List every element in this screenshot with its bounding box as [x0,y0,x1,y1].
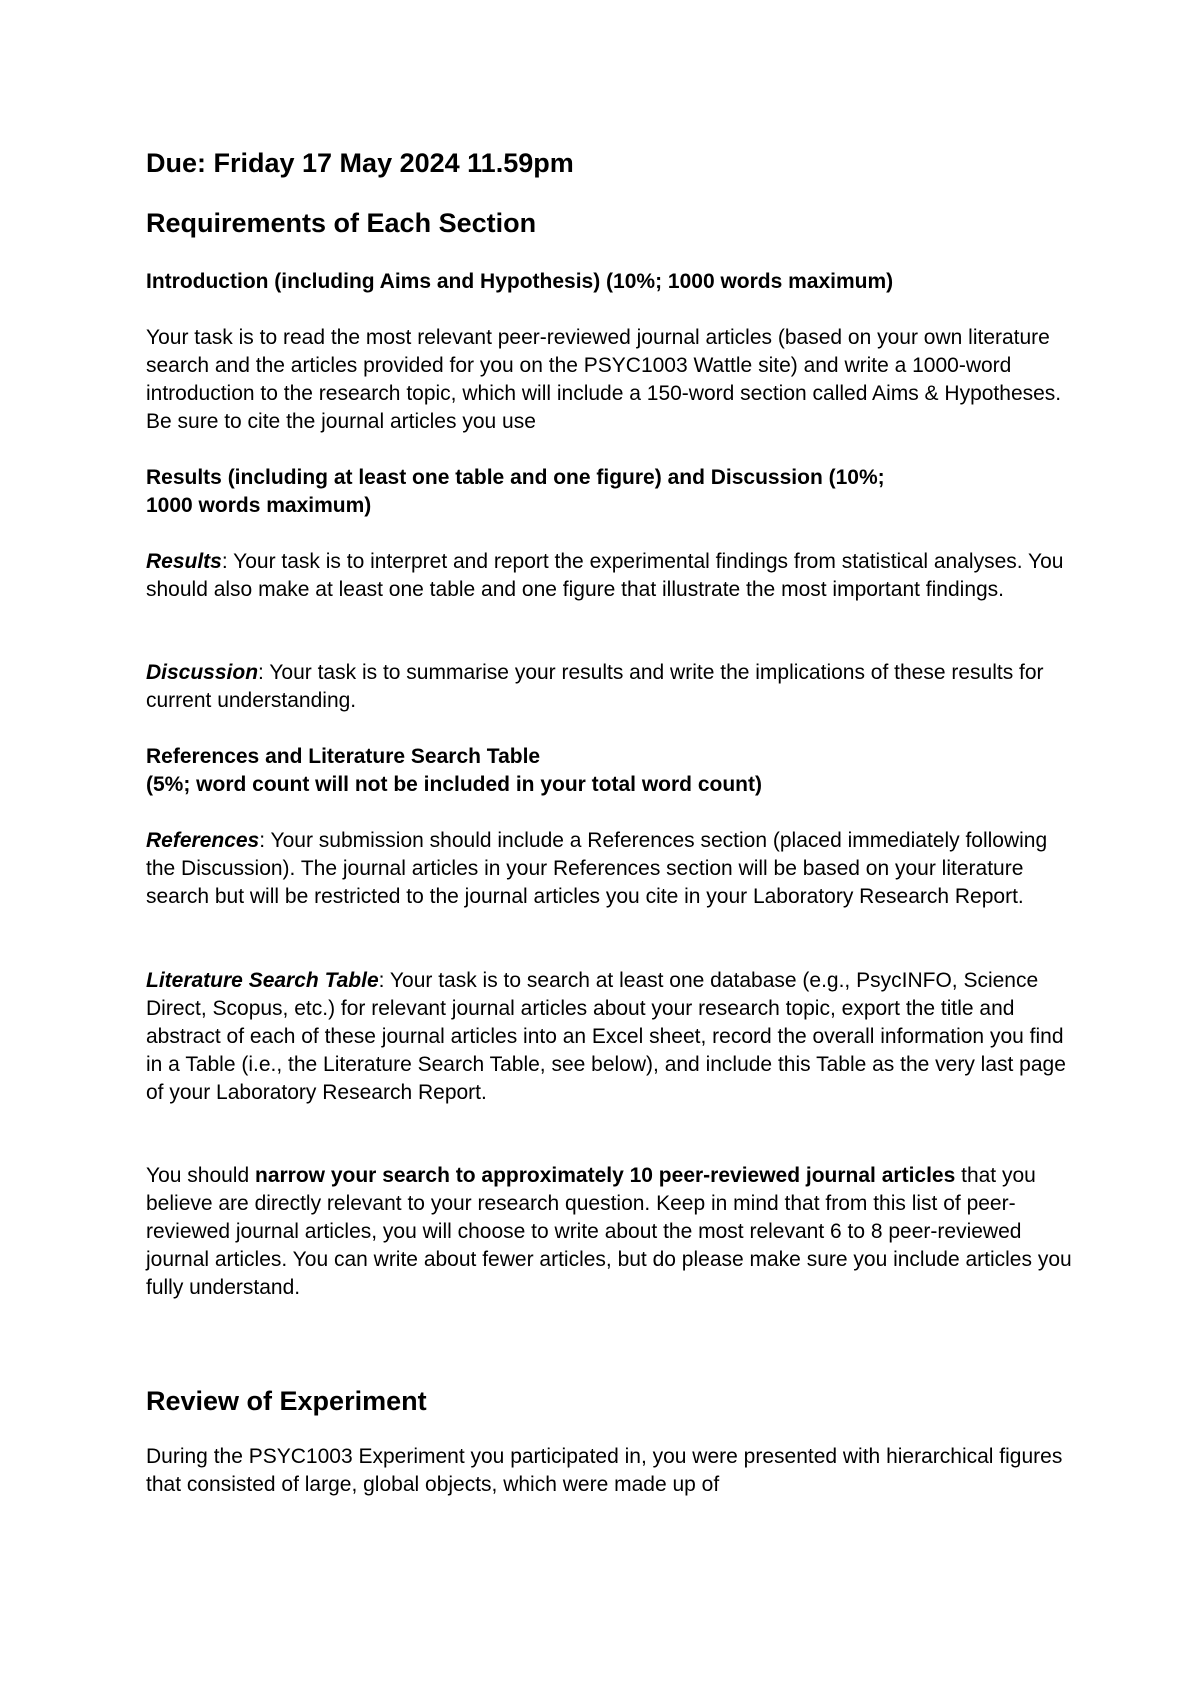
references-label: References [146,829,260,852]
introduction-heading: Introduction (including Aims and Hypothesis) (10%; 1000 words maximum) [146,270,894,293]
results-discussion-heading [146,464,1076,520]
references-paragraph [146,827,1076,911]
literature-search-paragraph [146,967,1076,1107]
narrow-search-paragraph [146,1162,1076,1302]
due-date: Due: Friday 17 May 2024 11.59pm [146,148,574,178]
narrow-search-post: that you believe are directly relevant to your research question. Keep in mind that from this list of peer-reviewed journal articles, you will choose to write about the most relevant 6 to 8 peer-reviewed journal articles. You can write about fewer articles, but do please make sure you include articles you fully understand. [146,1164,1072,1299]
discussion-body: : Your task is to summarise your results and write the implications of these results for current understanding. [146,661,1044,712]
review-heading: Review of Experiment [146,1386,427,1416]
references-heading-line2: (5%; word count will not be included in your total word count) [146,773,762,796]
narrow-search-pre: You should [146,1164,255,1187]
references-body: : Your submission should include a References section (placed immediately following the Discussion). The journal articles in your References section will be based on your literature search but will be restricted to the journal articles you cite in your Laboratory Research Report. [146,829,1048,908]
results-discussion-heading-line2: 1000 words maximum) [146,494,372,517]
narrow-search-emphasis: narrow your search to approximately 10 peer-reviewed journal articles [255,1164,956,1187]
literature-search-body: : Your task is to search at least one database (e.g., PsycINFO, Science Direct, Scopus, etc.) for relevant journal articles about your research topic, export the title and abstract of each of these journal articles into an Excel sheet, record the overall information you find in a Table (i.e., the Literature Search Table, see below), and include this Table as the very last page of your Laboratory Research Report. [146,969,1066,1104]
references-heading-line1: References and Literature Search Table [146,745,541,768]
introduction-body: Your task is to read the most relevant peer-reviewed journal articles (based on your own literature search and the articles provided for you on the PSYC1003 Wattle site) and write a 1000-word introduction to the research topic, which will include a 150-word section called Aims & Hypotheses. Be sure to cite the journal articles you use [146,326,1062,433]
references-heading [146,743,1076,799]
requirements-heading: Requirements of Each Section [146,208,537,238]
results-paragraph [146,548,1076,604]
literature-search-label: Literature Search Table [146,969,379,992]
discussion-paragraph [146,659,1076,715]
results-body: : Your task is to interpret and report the experimental findings from statistical analyses. You should also make at least one table and one figure that illustrate the most important findings. [146,550,1064,601]
review-body: During the PSYC1003 Experiment you participated in, you were presented with hierarchical figures that consisted of large, global objects, which were made up of [146,1445,1063,1496]
discussion-label: Discussion [146,661,259,684]
results-discussion-heading-line1: Results (including at least one table and one figure) and Discussion (10%; [146,466,885,489]
results-label: Results [146,550,222,573]
